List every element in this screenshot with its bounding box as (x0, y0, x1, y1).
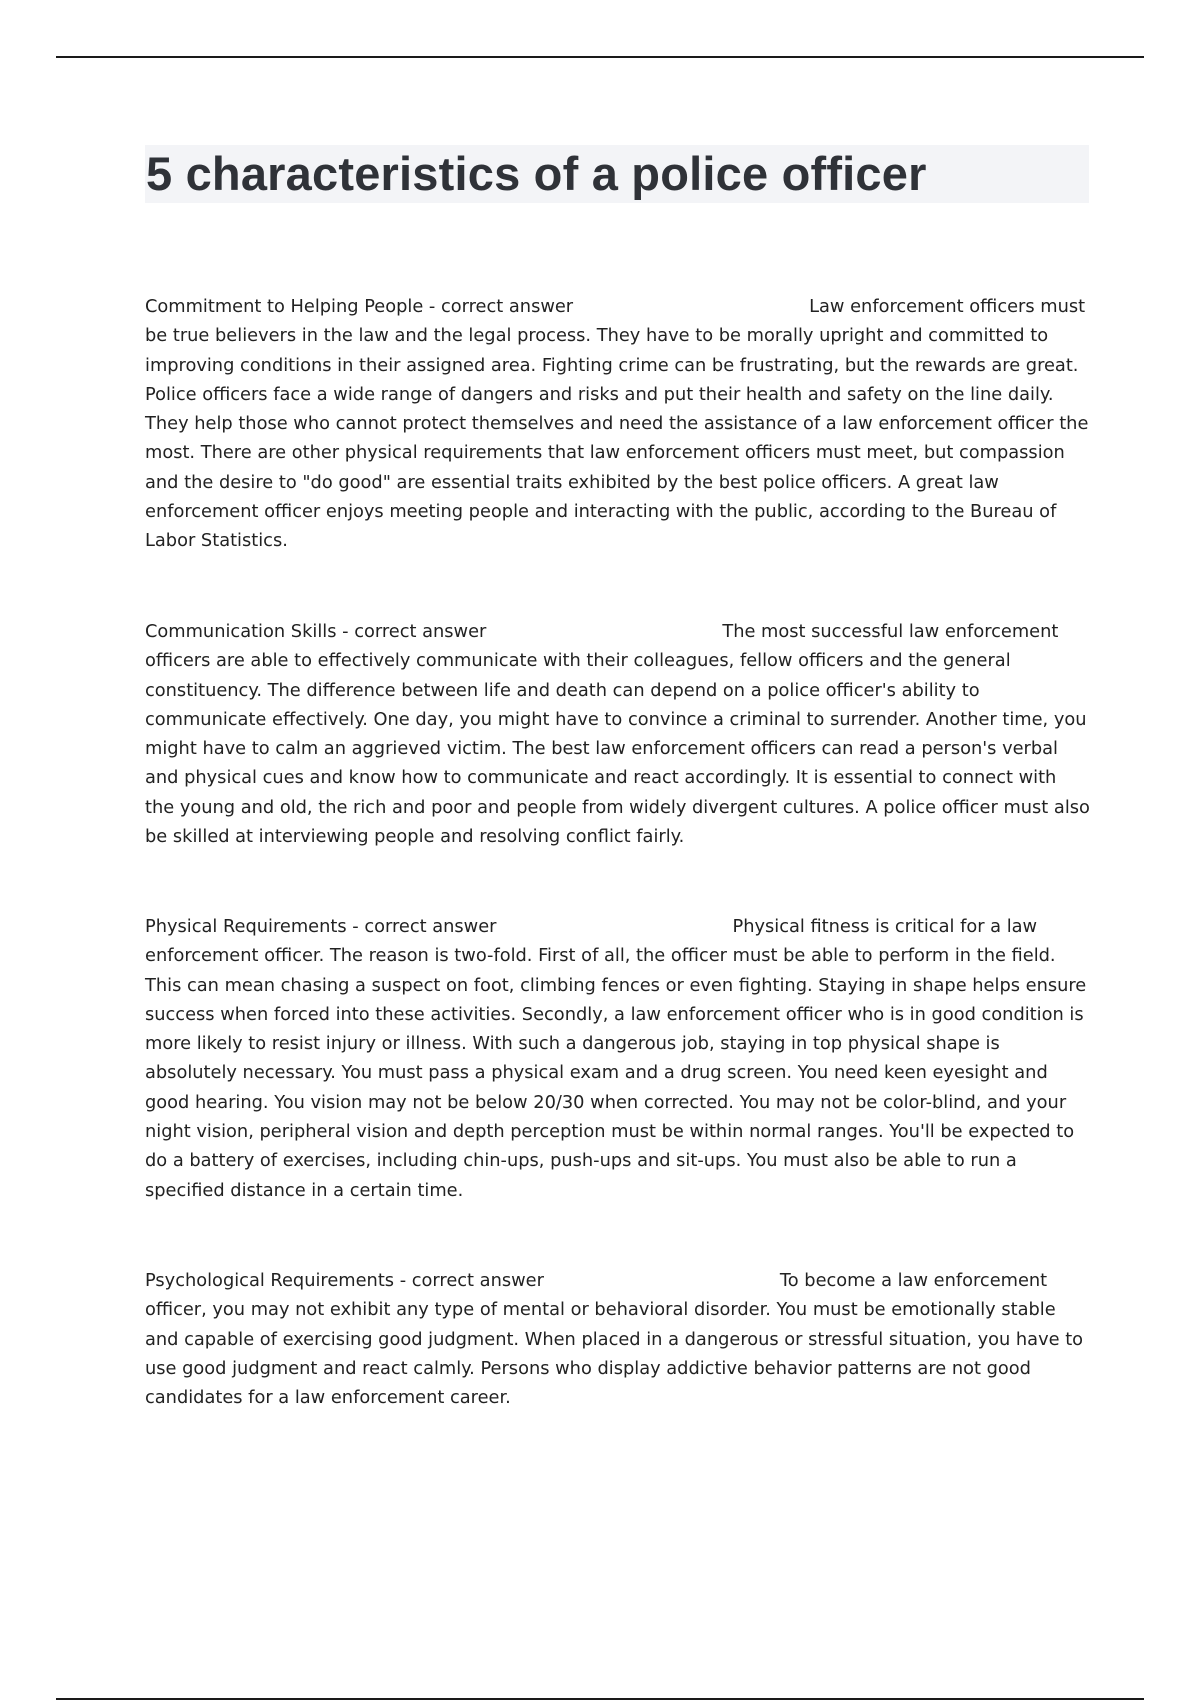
question-text: Physical Requirements - correct answer (145, 916, 497, 937)
question-text: Commitment to Helping People - correct answer (145, 296, 574, 317)
answer-text: To become a law enforcement officer, you may not exhibit any type of mental or behavioral disorder. You must be emotionally stable and capable of exercising good judgment. When placed in a dangerous or stressful situation, you have to use good judgment and react calmly. Persons who display addictive behavior patterns are not good candidates for a law enforcement career. (145, 1270, 1084, 1409)
qa-item-physical (145, 912, 1090, 1205)
answer-text: Physical fitness is critical for a law enforcement officer. The reason is two-fold. First of all, the officer must be able to perform in the field. This can mean chasing a suspect on foot, climbing fences or even fighting. Staying in shape helps ensure success when forced into these activities. Secondly, a law enforcement officer who is in good condition is more likely to resist injury or illness. With such a dangerous job, staying in top physical shape is absolutely necessary. You must pass a physical exam and a drug screen. You need keen eyesight and good hearing. You vision may not be below 20/30 when corrected. You may not be color-blind, and your night vision, peripheral vision and depth perception must be within normal ranges. You'll be expected to do a battery of exercises, including chin-ups, push-ups and sit-ups. You must also be able to run a specified distance in a certain time. (145, 916, 1087, 1201)
qa-item-communication (145, 617, 1090, 851)
qa-item-commitment (145, 292, 1090, 556)
question-text: Psychological Requirements - correct answer (145, 1270, 544, 1291)
page-title: 5 characteristics of a police officer (146, 147, 927, 200)
answer-text: The most successful law enforcement officers are able to effectively communicate with their colleagues, fellow officers and the general constituency. The difference between life and death can depend on a police officer's ability to communicate effectively. One day, you might have to convince a criminal to surrender. Another time, you might have to calm an aggrieved victim. The best law enforcement officers can read a person's verbal and physical cues and know how to communicate and react accordingly. It is essential to connect with the young and old, the rich and poor and people from widely divergent cultures. A police officer must also be skilled at interviewing people and resolving conflict fairly. (145, 621, 1090, 848)
top-divider (56, 56, 1144, 58)
answer-text: Law enforcement officers must be true believers in the law and the legal process. They have to be morally upright and committed to improving conditions in their assigned area. Fighting crime can be frustrating, but the rewards are great. Police officers face a wide range of dangers and risks and put their health and safety on the line daily. They help those who cannot protect themselves and need the assistance of a law enforcement officer the most. There are other physical requirements that law enforcement officers must meet, but compassion and the desire to "do good" are essential traits exhibited by the best police officers. A great law enforcement officer enjoys meeting people and interacting with the public, according to the Bureau of Labor Statistics. (145, 296, 1089, 552)
question-text: Communication Skills - correct answer (145, 621, 487, 642)
bottom-divider (56, 1698, 1144, 1700)
qa-item-psychological (145, 1266, 1090, 1412)
